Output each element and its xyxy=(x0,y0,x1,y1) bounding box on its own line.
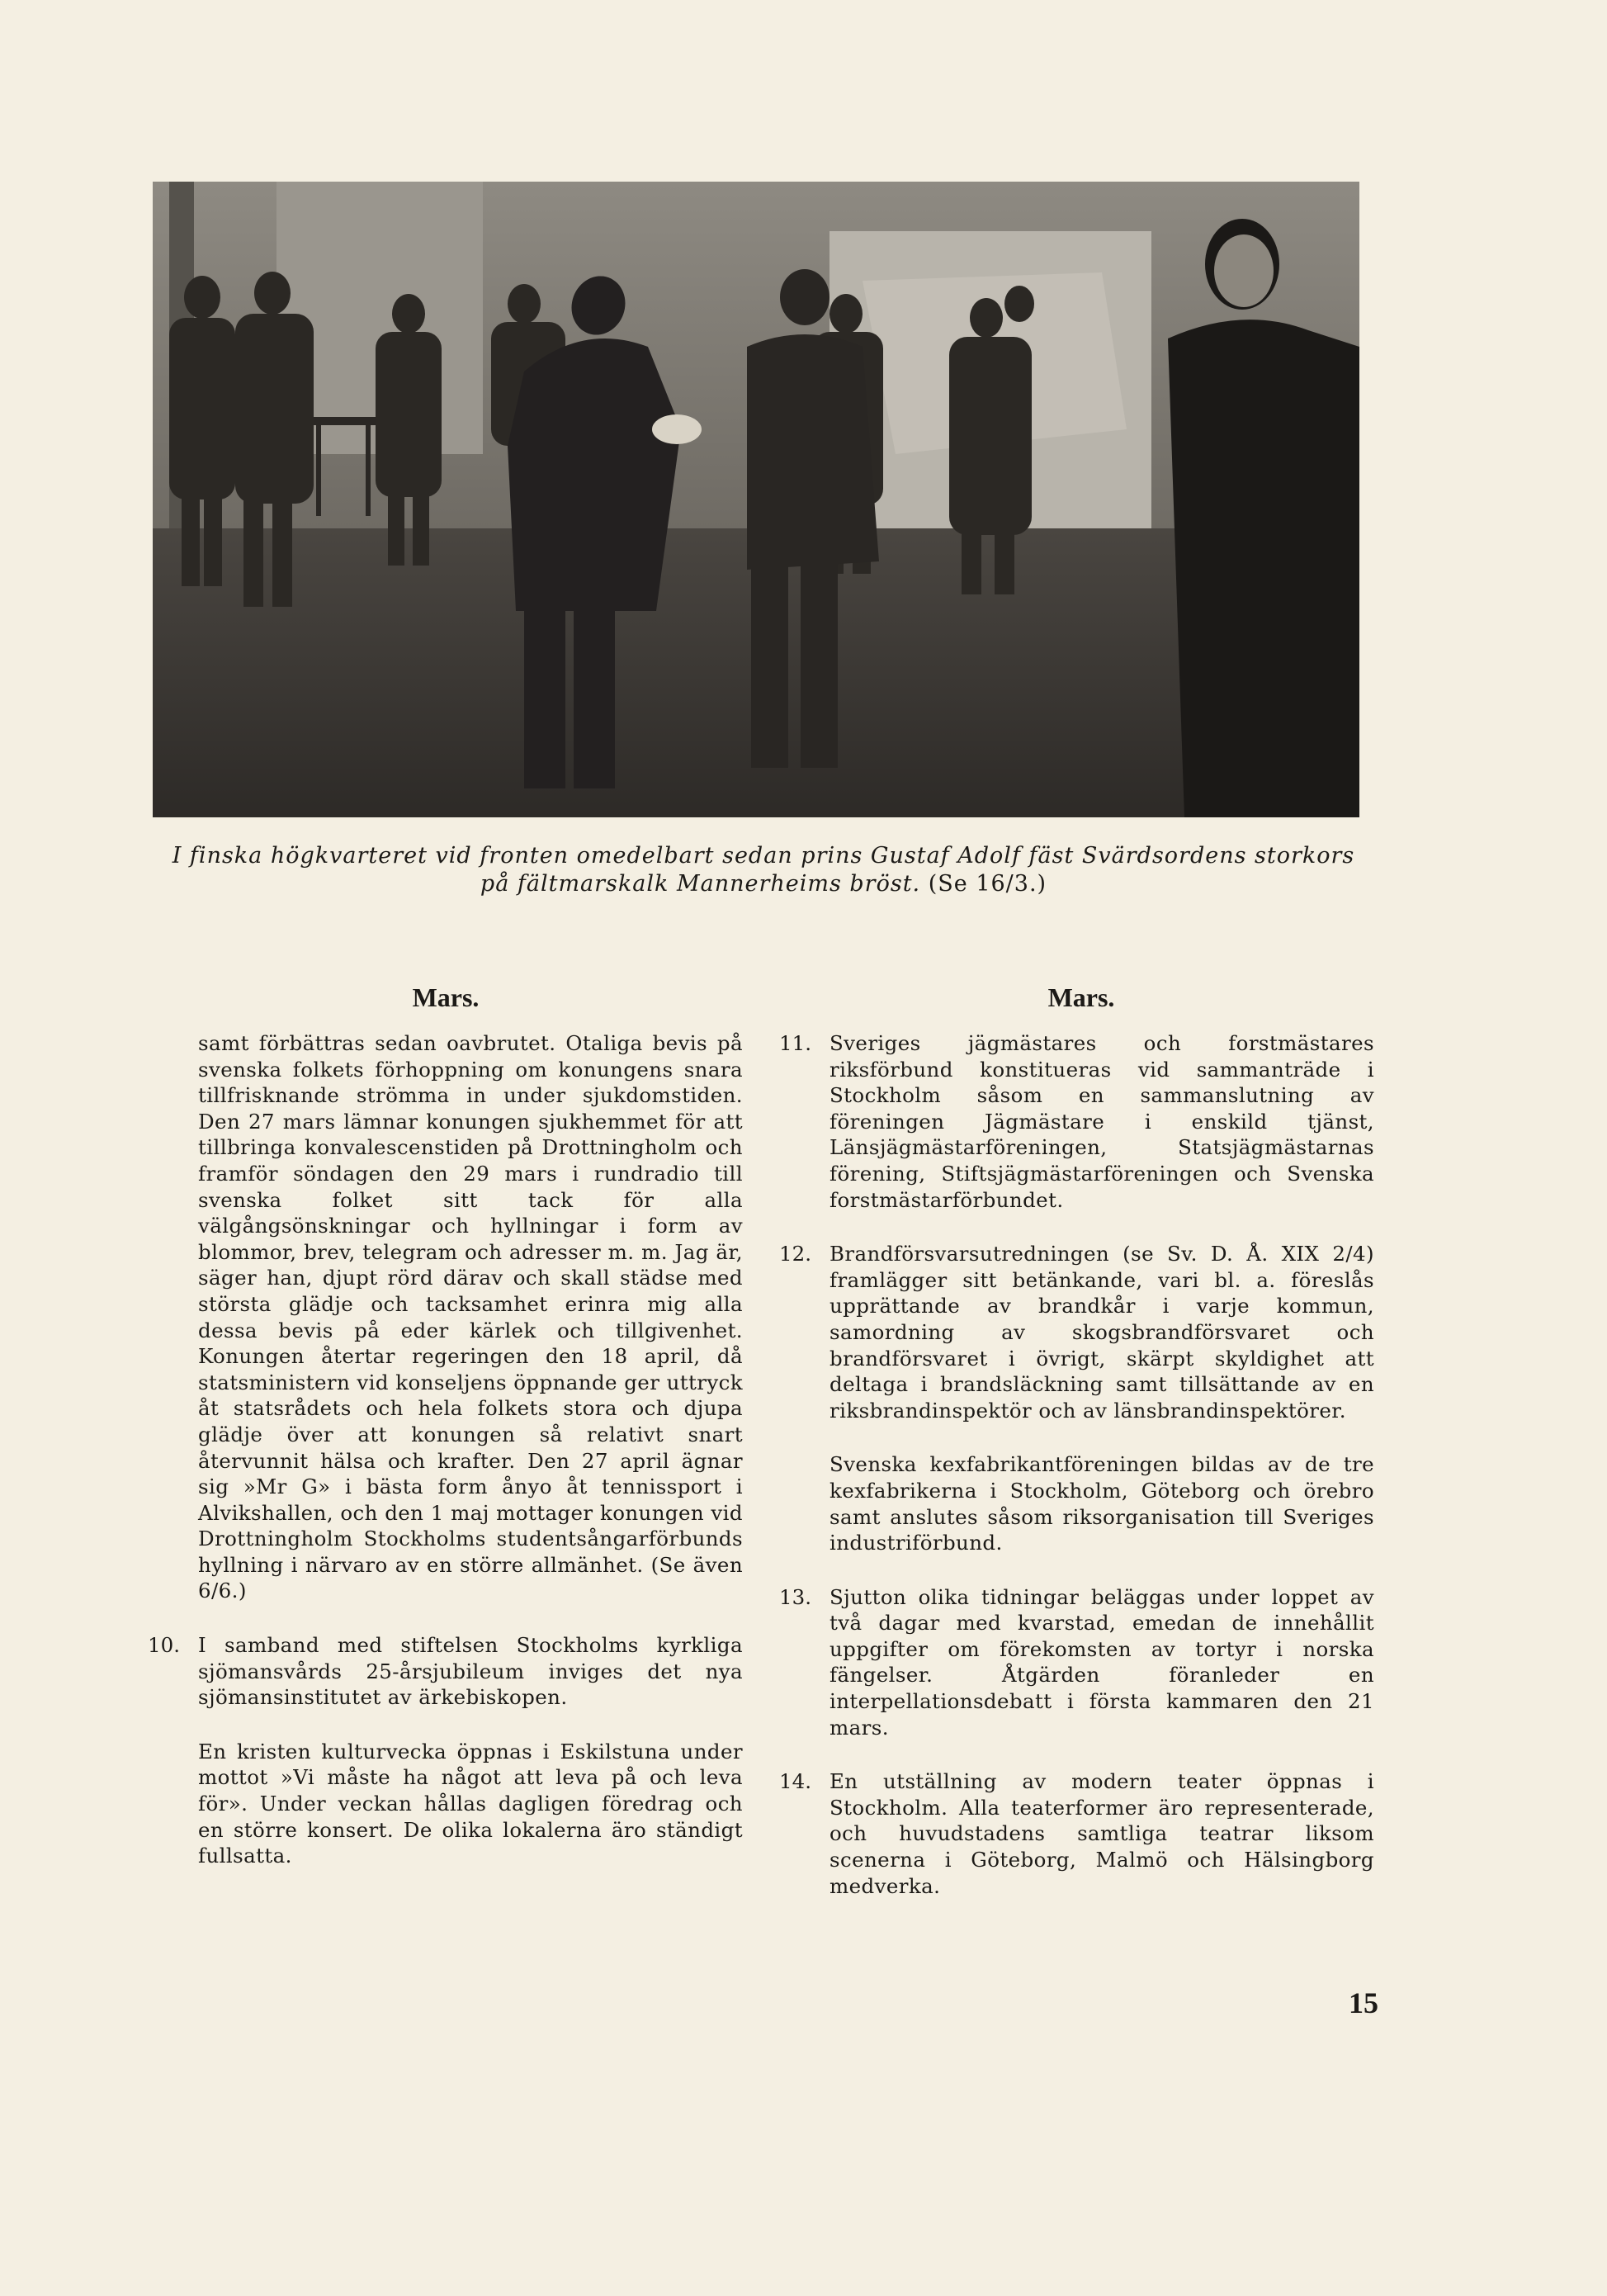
entry-11 xyxy=(772,1030,1374,1213)
entry-12-continued xyxy=(772,1451,1374,1555)
entry-10 xyxy=(140,1632,743,1711)
left-column xyxy=(140,1030,743,1897)
left-column-heading: Mars. xyxy=(412,982,480,1012)
entry-continued xyxy=(140,1030,743,1604)
entry-date: 13. xyxy=(779,1584,811,1609)
right-column-heading: Mars. xyxy=(1047,982,1115,1012)
entry-10-continued xyxy=(140,1739,743,1869)
entry-text: samt förbättras sedan oavbrutet. Otaliga bevis på svenska folkets förhoppning om konungens snara tillfrisknande strömma in under sjukdomstiden. Den 27 mars lämnar konungen sjukhemmet för att tillbringa konvalescenstiden på Drottningholm och framför söndagen den 29 mars i rundradio till svenska folket sitt tack för alla välgångsönskningar och hyllningar i form av blommor, brev, telegram och adresser m. m. Jag är, säger han, djupt rörd därav och skall städse med största glädje och tacksamhet erinra mig alla dessa bevis på eder kärlek och tillgivenhet. Konungen återtar regeringen den 18 april, då statsministern vid konseljens öppnande ger uttryck åt statsrådets och hela folkets stora och djupa glädje över att konungen så relativt snart återvunnit hälsa och krafter. Den 27 april ägnar sig »Mr G» i bästa form ånyo åt tennissport i Alvikshallen, och den 1 maj mottager konungen vid Drottningholm Stockholms studentsångarförbunds hyllning i närvaro av en större allmänhet. (Se även 6/6.) xyxy=(198,1031,743,1603)
entry-13 xyxy=(772,1584,1374,1741)
entry-text: Brandförsvarsutredningen (se Sv. D. Å. XIX 2/4) framlägger sitt betänkande, vari bl. a. föreslås upprättande av brandkår i varje kommun, samordning av skogsbrandförsvaret och brandförsvaret i övrigt, skärpt skyldighet att deltaga i brandsläckning samt tillsättande av en riksbrandinspektör och av länsbrandinspektörer. xyxy=(829,1242,1374,1423)
entry-text: I samband med stiftelsen Stockholms kyrkliga sjömansvårds 25-årsjubileum inviges det nya sjömansinstitutet av ärkebiskopen. xyxy=(198,1633,743,1710)
entry-text: En utställning av modern teater öppnas i Stockholm. Alla teaterformer äro representerade, och huvudstadens samtliga teatrar liksom scenerna i Göteborg, Malmö och Hälsingborg medverka. xyxy=(829,1769,1374,1898)
entry-text: Sjutton olika tidningar beläggas under loppet av två dagar med kvarstad, emedan de innehållit uppgifter om förekomsten av tortyr i norska fängelser. Åtgärden föranleder en interpellationsdebatt i första kammaren den 21 mars. xyxy=(829,1584,1374,1740)
photograph-military-ceremony xyxy=(153,182,1359,817)
right-column xyxy=(772,1030,1374,1927)
entry-date: 14. xyxy=(779,1769,811,1794)
photo-caption xyxy=(165,842,1362,898)
entry-date: 10. xyxy=(148,1633,180,1658)
entry-text: En kristen kulturvecka öppnas i Eskilstuna under mottot »Vi måste ha något att leva på och leva för». Under veckan hållas dagligen föredrag och en större konsert. De olika lokalerna äro ständigt fullsatta. xyxy=(198,1739,743,1868)
photo-caption-text: I finska högkvarteret vid fronten omedelbart sedan prins Gustaf Adolf fäst Svärdsordens storkors på fältmarskalk Mannerheims bröst. xyxy=(172,843,1355,897)
entry-12 xyxy=(772,1241,1374,1423)
photo-caption-reference: (Se 16/3.) xyxy=(928,871,1047,897)
entry-text: Svenska kexfabrikantföreningen bildas av de tre kexfabrikerna i Stockholm, Göteborg och örebro samt anslutes såsom riksorganisation till Sveriges industriförbund. xyxy=(829,1452,1374,1555)
entry-date: 12. xyxy=(779,1242,811,1266)
entry-text: Sveriges jägmästares och forstmästares riksförbund konstitueras vid sammanträde i Stockholm såsom en sammanslutning av föreningen Jägmästare i enskild tjänst, Länsjägmästarföreningen, Statsjägmästarnas förening, Stiftsjägmästarföreningen och Svenska forstmästarförbundet. xyxy=(829,1031,1374,1212)
entry-14 xyxy=(772,1768,1374,1899)
entry-date: 11. xyxy=(779,1031,811,1055)
page-number: 15 xyxy=(1349,1986,1378,2019)
